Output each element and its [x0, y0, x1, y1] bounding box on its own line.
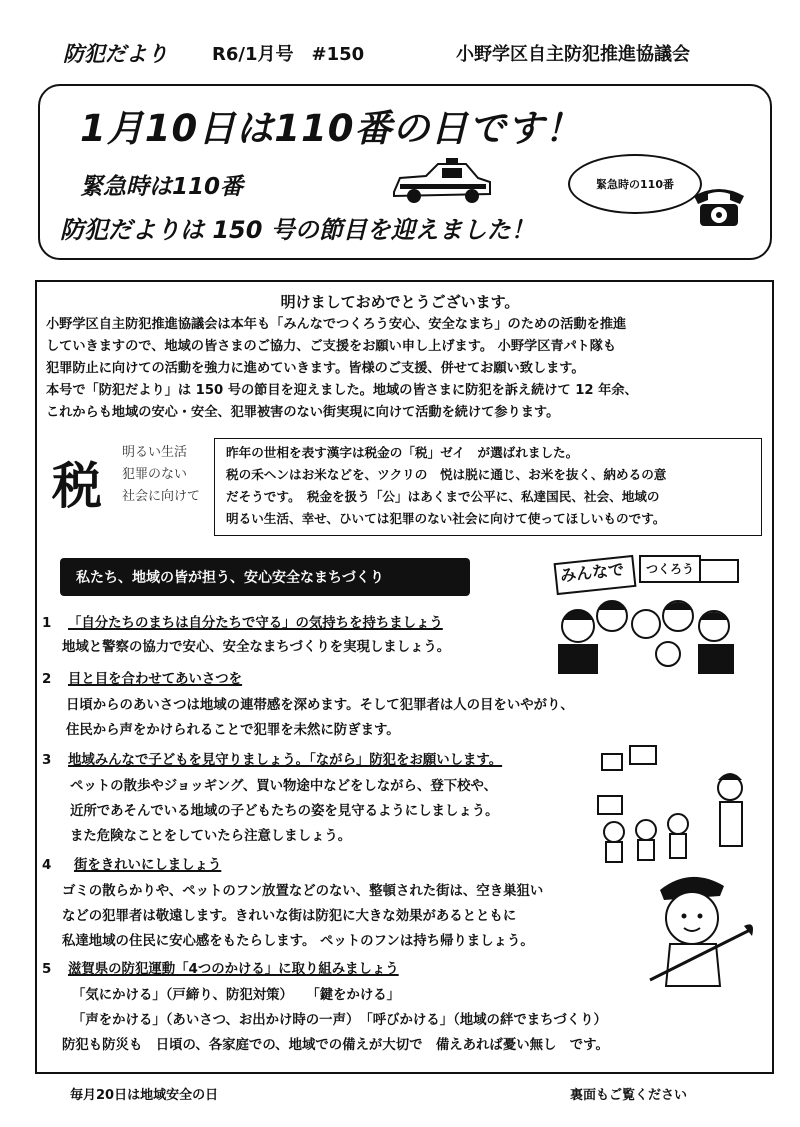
footer-see-back: 裏面もご覧ください	[570, 1088, 688, 1103]
police-car-icon	[386, 150, 496, 210]
telephone-icon	[690, 182, 748, 230]
kanji-side-line: 明るい生活	[122, 445, 188, 460]
intro-line: 本号で「防犯だより」は 150 号の節目を迎えました。地域の皆さまに防犯を訴え続けて 12 年余、	[46, 383, 638, 398]
item-number: 3	[42, 753, 52, 768]
item-line: 日頃からのあいさつは地域の連帯感を深めます。そして犯罪者は人の目をいやがり、	[66, 698, 574, 713]
kanji-side-line: 犯罪のない	[122, 467, 188, 482]
intro-line: 小野学区自主防犯推進協議会は本年も「みんなでつくろう安心、安全なまち」のための活動を推進	[46, 317, 627, 332]
item-2-body	[66, 693, 574, 743]
kanji-of-year: 税	[52, 457, 102, 515]
intro-line: これからも地域の安心・安全、犯罪被害のない街実現に向けて活動を続けて参ります。	[46, 405, 560, 420]
item-heading: 地域みんなで子どもを見守りましょう。「ながら」防犯をお願いします。	[68, 753, 503, 768]
kanji-side-line: 社会に向けて	[122, 489, 201, 504]
kanji-side-caption	[122, 442, 200, 508]
kanji-line: 明るい生活、幸せ、ひいては犯罪のない社会に向けて使ってほしいものです。	[226, 511, 666, 526]
issue-number: R6/1月号 #150	[212, 44, 365, 65]
item-number: 2	[42, 672, 52, 687]
banner-text: 私たち、地域の皆が担う、安心安全なまちづくり	[76, 570, 384, 586]
item-heading: 目と目を合わせてあいさつを	[68, 672, 243, 687]
item-line: また危険なことをしていたら注意しましょう。	[70, 829, 352, 844]
item-line: 防犯も防災も 日頃の、各家庭での、地域での備えが大切で 備えあれば憂い無し です。	[62, 1038, 609, 1053]
kanji-line: 昨年の世相を表す漢字は税金の「税」ゼイ が選ばれました。	[226, 445, 579, 460]
item-3	[42, 748, 502, 773]
section-banner	[60, 558, 470, 596]
item-5-body	[62, 983, 609, 1058]
item-4	[42, 853, 221, 878]
intro-line: していきますので、地域の皆さまのご協力、ご支援をお願い申し上げます。 小野学区青パト隊も	[46, 339, 617, 354]
children-walking-illustration	[590, 740, 760, 865]
boy-with-brush-illustration	[640, 860, 760, 990]
item-line: 近所であそんでいる地域の子どもたちの姿を見守るようにしましょう。	[70, 804, 499, 819]
emergency-bubble	[568, 154, 702, 214]
item-line: などの犯罪者は敬遠します。きれいな街は防犯に大きな効果があるとともに	[62, 909, 517, 924]
kanji-line: 税の禾ヘンはお米などを、ツクリの 悦は脱に通じ、お米を抜く、納めるの意	[226, 467, 667, 482]
milestone-subtitle: 防犯だよりは 150 号の節目を迎えました！	[60, 216, 535, 244]
organization-name: 小野学区自主防犯推進協議会	[456, 44, 690, 65]
kanji-line: だそうです。 税金を扱う「公」はあくまで公平に、私達国民、社会、地域の	[226, 489, 660, 504]
main-title: 1月10日は110番の日です！	[80, 107, 583, 150]
item-line: 「声をかける」（あいさつ、お出かけ時の一声） 「呼びかける」（地域の絆でまちづくり）	[72, 1013, 607, 1028]
item-number: 4	[42, 858, 52, 873]
item-3-body	[70, 774, 499, 849]
newsletter-name: 防犯だより	[63, 42, 168, 66]
footer-safety-day: 毎月20日は地域安全の日	[70, 1088, 219, 1103]
item-2	[42, 667, 242, 692]
item-heading: 街をきれいにしましょう	[74, 858, 222, 873]
item-1-body	[62, 635, 450, 660]
parade-sign-2: つくろう	[646, 562, 695, 576]
item-4-body	[62, 879, 543, 954]
item-line: ペットの散歩やジョッギング、買い物途中などをしながら、登下校や、	[70, 779, 498, 794]
item-line: 私達地域の住民に安心感をもたらします。 ペットのフンは持ち帰りましょう。	[62, 934, 534, 949]
parade-sign-1: みんなで	[559, 559, 625, 586]
emergency-subtitle: 緊急時は110番	[80, 174, 244, 200]
item-heading: 「自分たちのまちは自分たちで守る」の気持ちを持ちましょう	[68, 616, 443, 631]
item-line: ゴミの散らかりや、ペットのフン放置などのない、整頓された街は、空き巣狙い	[62, 884, 544, 899]
kanji-explanation	[226, 442, 666, 530]
item-line: 住民から声をかけられることで犯罪を未然に防ぎます。	[66, 723, 400, 738]
item-1	[42, 611, 443, 636]
intro-paragraph	[46, 314, 761, 424]
item-number: 5	[42, 962, 52, 977]
item-line: 地域と警察の協力で安心、安全なまちづくりを実現しましょう。	[62, 640, 451, 655]
bubble-text: 緊急時の110番	[596, 178, 674, 191]
item-heading: 滋賀県の防犯運動「4つのかける」に取り組みましょう	[68, 962, 399, 977]
item-number: 1	[42, 616, 52, 631]
new-year-greeting: 明けましておめでとうございます。	[280, 293, 520, 311]
intro-line: 犯罪防止に向けての活動を強力に進めていきます。皆様のご支援、併せてお願い致します。	[46, 361, 585, 376]
item-5	[42, 957, 399, 982]
item-line: 「気にかける」（戸締り、防犯対策） 「鍵をかける」	[72, 988, 401, 1003]
